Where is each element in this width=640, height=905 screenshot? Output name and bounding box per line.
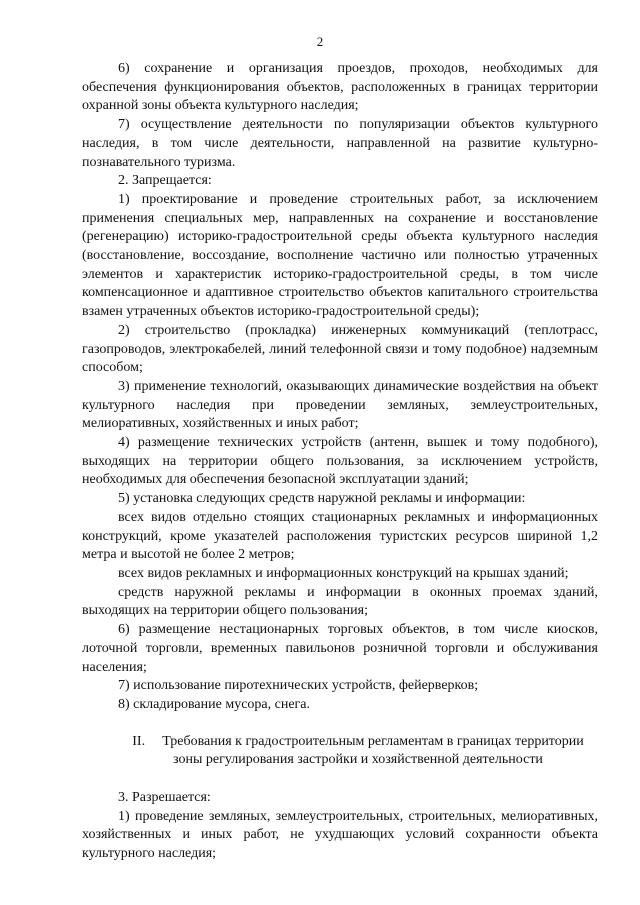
section-heading bbox=[82, 733, 598, 770]
paragraph: 1) проектирование и проведение строительных работ, за исключением применения специальных мер, направленных на сохранение и восстановление (регенерацию) историко-градостроительной среды объекта культурного наследия (восстановление, воссоздание, восполнение частично или полностью утраченных элементов и характеристик историко-градостроительной среды, в том числе компенсационное и адаптивное строительство объектов капитального строительства взамен утраченных объектов историко-градостроительной среды); bbox=[82, 191, 598, 320]
paragraph: 7) осуществление деятельности по популяризации объектов культурного наследия, в том числе деятельности, направленной на развитие культурно-познавательного туризма. bbox=[82, 117, 598, 170]
paragraph: 4) размещение технических устройств (антенн, вышек и тому подобного), выходящих на территории общего пользования, за исключением устройств, необходимых для обеспечения безопасной эксплуатации зданий; bbox=[82, 435, 598, 488]
page-number: 2 bbox=[316, 34, 324, 49]
clause-heading: 2. Запрещается: bbox=[118, 173, 212, 189]
paragraph: средств наружной рекламы и информации в оконных проемах зданий, выходящих на территории общего пользования; bbox=[82, 584, 598, 619]
paragraph: всех видов отдельно стоящих стационарных рекламных и информационных конструкций, кроме указателей расположения туристских ресурсов шириной 1,2 метра и высотой не более 2 метров; bbox=[82, 509, 598, 563]
document-body bbox=[82, 60, 598, 864]
paragraph: 6) размещение нестационарных торговых объектов, в том числе киосков, лоточной торговли, временных павильонов розничной торговли и обслуживания населения; bbox=[82, 622, 598, 675]
clause-heading: 3. Разрешается: bbox=[118, 790, 211, 806]
paragraph: 1) проведение земляных, землеустроительных, строительных, мелиоративных, хозяйственных и иных работ, не ухудшающих условий сохранности объекта культурного наследия; bbox=[82, 808, 598, 862]
paragraph: 3) применение технологий, оказывающих динамические воздействия на объект культурного наследия при проведении земляных, землеустроительных, мелиоративных, хозяйственных и иных работ; bbox=[82, 378, 598, 432]
section-numeral: II. bbox=[132, 733, 146, 749]
paragraph: 2) строительство (прокладка) инженерных коммуникаций (теплотрасс, газопроводов, электрокабелей, линий телефонной связи и тому подобное) надземным способом; bbox=[82, 322, 598, 376]
paragraph: 6) сохранение и организация проездов, проходов, необходимых для обеспечения функционирования объектов, расположенных в границах территории охранной зоны объекта культурного наследия; bbox=[82, 61, 598, 114]
paragraph: 7) использование пиротехнических устройств, фейерверков; bbox=[118, 678, 479, 694]
section-title: Требования к градостроительным регламентам в границах территории зоны регулирования застройки и хозяйственной деятельности bbox=[162, 733, 584, 768]
paragraph: 8) складирование мусора, снега. bbox=[118, 696, 310, 712]
paragraph: всех видов рекламных и информационных конструкций на крышах зданий; bbox=[118, 565, 569, 581]
paragraph: 5) установка следующих средств наружной рекламы и информации: bbox=[118, 491, 526, 507]
